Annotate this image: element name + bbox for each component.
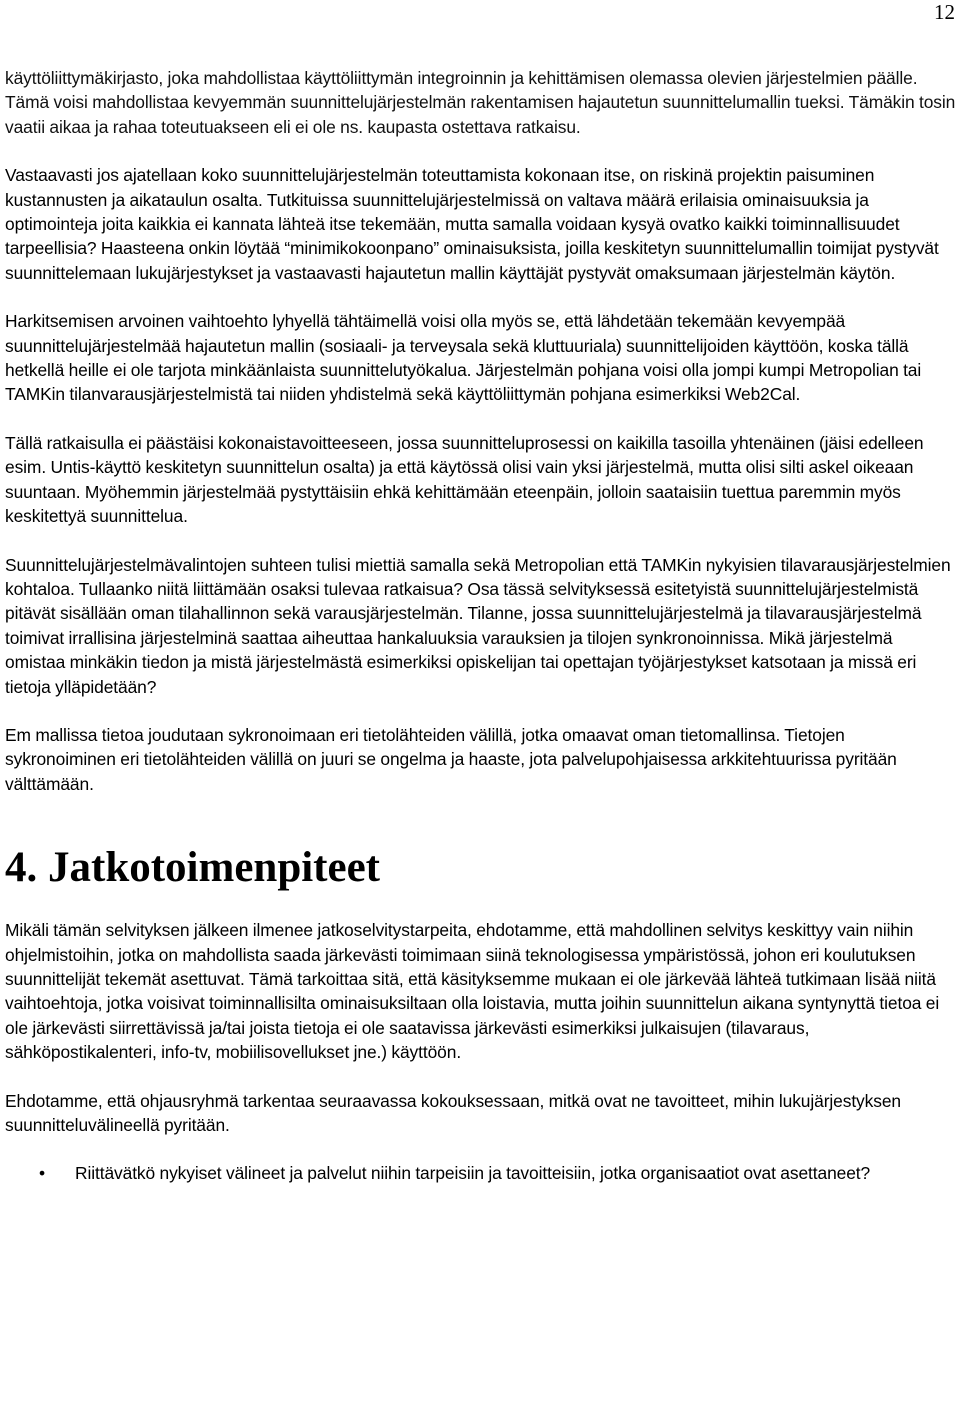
paragraph-further-study: Mikäli tämän selvityksen jälkeen ilmenee jatkoselvitystarpeita, ehdotamme, että mahdollinen selvitys keskittyy vain niihin ohjelmistoihin, jotka on mahdollista saada järkevästi toimimaan siinä teknologisessa ympäristössä, johon eri koulutuksen suunnittelijät tekemät asettuvat. Tämä tarkoittaa sitä, että käsityksemme mukaan ei ole järkevää lähteä tutkimaan lisää niitä vaihtoehtoja, jotka voisivat toiminnallisilta ominaisuksiltaan olla loistavia, mutta joihin suunnittelun aikana syntynyttä tietoa ei ole järkevästi siirrettävissä ja/tai joista tietoja ei ole saatavissa järkevästi esimerkiksi julkaisujen (tilavaraus, sähköpostikalenteri, info-tv, mobiilisovellukset jne.) käyttöön. xyxy=(5,920,940,1063)
bullet-icon: • xyxy=(39,1163,45,1184)
section-heading: 4. Jatkotoimenpiteet xyxy=(5,844,380,892)
paragraph-synchronization: Em mallissa tietoa joudutaan sykronoimaan eri tietolähteiden välillä, jotka omaavat oman tietomallinsa. Tietojen sykronoiminen eri tietolähteiden välillä on juuri se ongelma ja haaste, jota palvelupohjaisessa arkkitehtuurissa pyritään välttämään. xyxy=(5,724,897,794)
paragraph-limitations: Tällä ratkaisulla ei päästäisi kokonaistavoitteeseen, jossa suunnitteluprosessi on kaikilla tasoilla yhtenäinen (jäisi edelleen esim. Untis-käyttö keskitetyn suunnittelun osalta) ja että käytössä olisi vain yksi järjestelmä, mutta olisi silti askel oikeaan suuntaan. Myöhemmin järjestelmää pystyttäisiin ehkä kehittämään eteenpäin, jolloin saataisiin tuettua paremmin myös keskitettyä suunnittelua. xyxy=(5,432,924,527)
paragraph-continuation: käyttöliittymäkirjasto, joka mahdollistaa käyttöliittymän integroinnin ja kehittämisen olemassa olevien järjestelmien päälle. Tämä voisi mahdollistaa kevyemmän suunnittelujärjestelmän rakentamisen hajautetun suunnittelumallin tueksi. Tämäkin tosin vaatii aikaa ja rahaa toteutuakseen eli ei ole ns. kaupasta ostettava ratkaisu. xyxy=(5,68,956,137)
page-number: 12 xyxy=(934,0,955,24)
list-item-text: Riittävätkö nykyiset välineet ja palvelut niihin tarpeisiin ja tavoitteisiin, jotka organisaatiot ovat asettaneet? xyxy=(75,1163,871,1184)
page-content xyxy=(5,66,957,1186)
paragraph-steering-group: Ehdotamme, että ohjausryhmä tarkentaa seuraavassa kokouksessaan, mitkä ovat ne tavoitteet, mihin lukujärjestyksen suunnitteluvälineellä pyritään. xyxy=(5,1090,901,1135)
paragraph-risk: Vastaavasti jos ajatellaan koko suunnittelujärjestelmän toteuttamista kokonaan itse, on riskinä projektin paisuminen kustannusten ja aikataulun osalta. Tutkituissa suunnittelujärjestelmissä on valtava määrä erilaisia ominaisuuksia ja optimointeja joita kaikkia ei kannata lähteä itse tekemään, mutta samalla voidaan kysyä ovatko kaikki toiminnallisuudet tarpeellisia? Haasteena onkin löytää “minimikokoonpano” ominaisuksista, joilla keskitetyn suunnittelumallin toimijat pystyvät suunnittelemaan lukujärjestykset ja vastaavasti hajautetun mallin käyttäjät pystyvät omaksumaan järjestelmän käytön. xyxy=(5,165,939,283)
paragraph-reservation-systems: Suunnittelujärjestelmävalintojen suhteen tulisi miettiä samalla sekä Metropolian että TAMKin nykyisien tilavarausjärjestelmien kohtaloa. Tullaanko niitä liittämään osaksi tulevaa ratkaisua? Osa tässä selvityksessä esitetyistä suunnittelujärjestelmistä pitävät sisällään oman tilahallinnon sekä varausjärjestelmän. Tilanne, jossa suunnittelujärjestelmä ja tilavarausjärjestelmä toimivat irrallisina järjestelminä saattaa aiheuttaa hankaluuksia varauksien ja tilojen synkronoinnissa. Mikä järjestelmä omistaa minkäkin tiedon ja mistä järjestelmästä esimerkiksi opiskelijan tai opettajan työjärjestykset katsotaan ja missä eri tietoja ylläpidetään? xyxy=(5,554,951,697)
paragraph-alternative: Harkitsemisen arvoinen vaihtoehto lyhyellä tähtäimellä voisi olla myös se, että lähdetään tekemään kevyempää suunnittelujärjestelmää hajautetun mallin (sosiaali- ja terveysala sekä kluttuuriala) suunnittelijoiden käyttöön, koska tällä hetkellä heille ei ole tarjota minkäänlaista suunnittelutyökalua. Järjestelmän pohjana voisi olla jompi kumpi Metropolian tai TAMKin tilanvarausjärjestelmistä tai niiden yhdistelmä sekä käyttöliittymän pohjana esimerkiksi Web2Cal. xyxy=(5,311,922,405)
question-list xyxy=(5,1161,957,1185)
list-item xyxy=(5,1161,957,1185)
